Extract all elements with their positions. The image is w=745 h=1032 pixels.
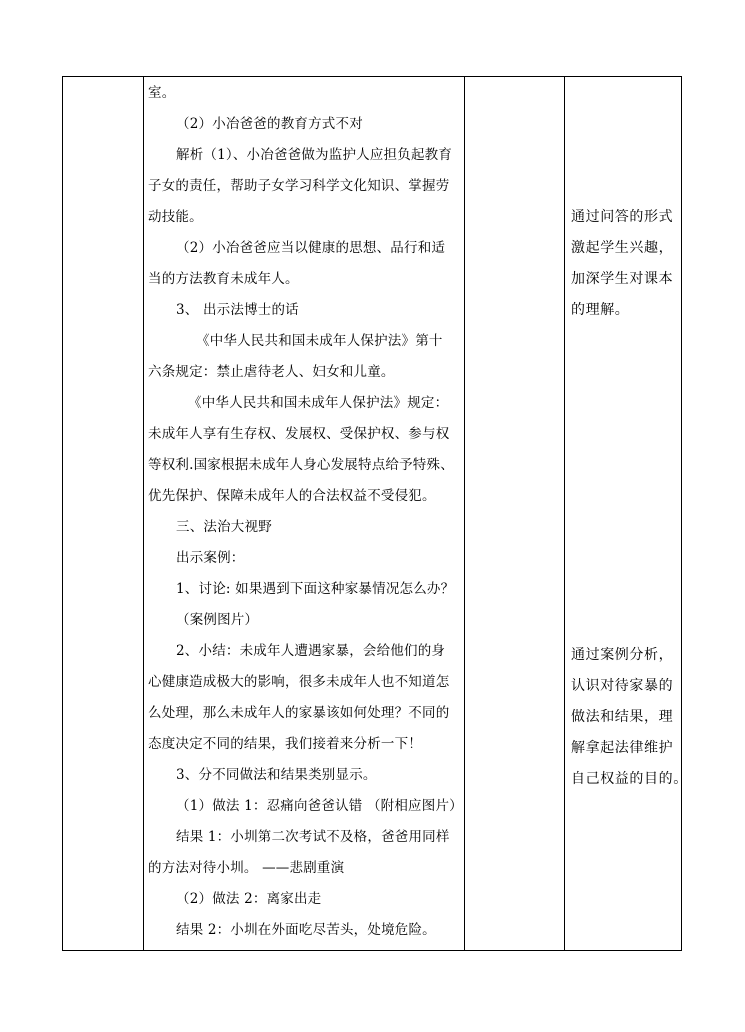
content-line: 《中华人民共和国未成年人保护法》规定： xyxy=(188,395,449,411)
note-line: 通过案例分析， xyxy=(571,647,674,663)
content-line: 么处理，那么未成年人的家暴该如何处理？不同的 xyxy=(148,705,450,721)
content-line: 未成年人享有生存权、发展权、受保护权、参与权 xyxy=(148,426,450,442)
content-line: （2）小冶爸爸的教育方式不对 xyxy=(176,116,363,132)
content-line: 结果 2：小圳在外面吃尽苦头，处境危险。 xyxy=(176,922,436,938)
lesson-table xyxy=(62,76,688,951)
content-line: （案例图片） xyxy=(176,612,259,628)
column-divider-3 xyxy=(564,77,565,950)
content-line: 1、讨论: 如果遇到下面这种家暴情况怎么办？ xyxy=(176,581,455,597)
note-line: 认识对待家暴的 xyxy=(571,678,674,694)
content-line: （2）做法 2：离家出走 xyxy=(176,891,322,907)
content-line: 结果 1：小圳第二次考试不及格，爸爸用同样 xyxy=(176,829,450,845)
content-line: 2、小结：未成年人遭遇家暴，会给他们的身 xyxy=(176,643,446,659)
note-line: 做法和结果，理 xyxy=(571,709,674,725)
content-line: 动技能。 xyxy=(148,209,203,225)
column-divider-1 xyxy=(143,77,144,950)
content-line: 子女的责任，帮助子女学习科学文化知识、掌握劳 xyxy=(148,178,450,194)
note-line: 通过问答的形式 xyxy=(571,209,674,225)
content-line: 《中华人民共和国未成年人保护法》第十 xyxy=(196,333,443,349)
content-line: 解析（1）、小冶爸爸做为监护人应担负起教育 xyxy=(176,147,453,163)
content-line: 3、 出示法博士的话 xyxy=(176,302,299,318)
note-line: 自己权益的目的。 xyxy=(571,771,688,787)
content-line: 三、法治大视野 xyxy=(176,519,272,535)
note-line: 的理解。 xyxy=(571,302,630,318)
content-line: 心健康造成极大的影响，很多未成年人也不知道怎 xyxy=(148,674,450,690)
content-line: 出示案例： xyxy=(176,550,245,566)
note-line: 加深学生对课本 xyxy=(571,271,674,287)
content-line: 室。 xyxy=(148,85,176,101)
column-divider-2 xyxy=(464,77,465,950)
content-line: 态度决定不同的结果，我们接着来分析一下！ xyxy=(148,736,422,752)
content-line: 等权利.国家根据未成年人身心发展特点给予特殊、 xyxy=(148,457,454,473)
content-line: （2）小冶爸爸应当以健康的思想、品行和适 xyxy=(176,240,446,256)
content-line: 优先保护、保障未成年人的合法权益不受侵犯。 xyxy=(148,488,436,504)
note-line: 解拿起法律维护 xyxy=(571,740,674,756)
content-line: 六条规定：禁止虐待老人、妇女和儿童。 xyxy=(148,364,395,380)
content-line: 的方法对待小圳。 ——悲剧重演 xyxy=(148,860,345,876)
note-line: 激起学生兴趣， xyxy=(571,240,674,256)
content-line: 当的方法教育未成年人。 xyxy=(148,271,299,287)
content-line: 3、分不同做法和结果类别显示。 xyxy=(176,767,377,783)
content-line: （1）做法 1：忍痛向爸爸认错 （附相应图片） xyxy=(176,798,463,814)
